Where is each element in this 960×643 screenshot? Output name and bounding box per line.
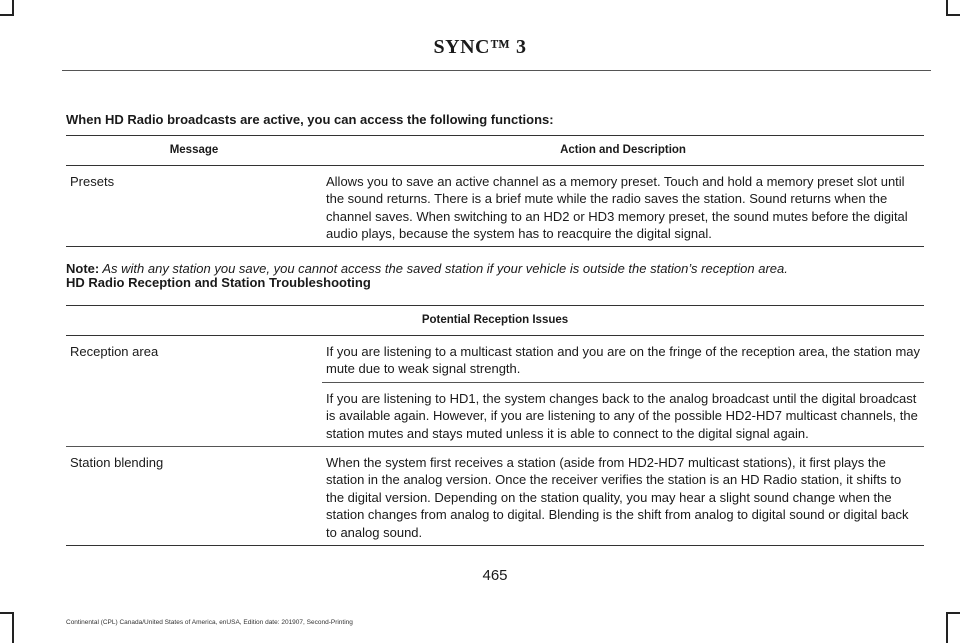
page-number: 465 <box>482 567 508 584</box>
description-cell: If you are listening to HD1, the system changes back to the analog broadcast until the digital broadcast is available again. However, if you are listening to any of the possible HD2-HD7 multicast channels, the station mutes and stays muted unless it is able to connect to the digital signal again. <box>322 382 924 446</box>
crop-mark <box>12 612 14 643</box>
column-header-action: Action and Description <box>322 136 924 166</box>
note <box>66 261 788 276</box>
description-group <box>322 335 924 446</box>
table-row <box>66 446 924 545</box>
section-heading: HD Radio Reception and Station Troubleshooting <box>66 275 371 290</box>
description-cell: If you are listening to a multicast station and you are on the fringe of the reception area, the station may mute due to weak signal strength. <box>326 343 921 377</box>
issue-cell: Reception area <box>66 335 322 446</box>
table-row <box>66 165 924 246</box>
intro-text: When HD Radio broadcasts are active, you can access the following functions: <box>66 112 554 127</box>
reception-issues-table <box>66 305 924 546</box>
page-header-title: SYNC™ 3 <box>433 36 527 58</box>
description-cell: When the system first receives a station (aside from HD2-HD7 multicast stations), it first plays the station in the analog version. Once the receiver verifies the station is an HD Radio station, it shifts to the digital version. Depending on the station quality, you may hear a slight sound change when the station changes from analog to digital. Blending is the shift from analog to digital sound or digital back to analog sound. <box>322 446 924 545</box>
crop-mark <box>946 0 948 16</box>
table-header-row <box>66 306 924 336</box>
note-text: As with any station you save, you cannot access the saved station if your vehicle is outside the station’s reception area. <box>99 261 788 276</box>
functions-table <box>66 135 924 247</box>
message-cell: Presets <box>70 173 115 189</box>
column-header-message: Message <box>66 136 322 166</box>
crop-mark <box>0 14 12 16</box>
note-label: Note: <box>66 261 100 276</box>
table-header-row <box>66 136 924 166</box>
crop-mark <box>948 14 960 16</box>
table-row <box>66 335 924 446</box>
crop-mark <box>12 0 14 16</box>
crop-mark <box>0 612 12 614</box>
description-cell: Allows you to save an active channel as a memory preset. Touch and hold a memory preset slot until the sound returns. There is a brief mute while the radio saves the station. Sound returns when the channel saves. When switching to an HD2 or HD3 memory preset, the sound mutes before the digital audio plays, because the system has to reacquire the digital signal. <box>326 173 908 242</box>
column-header-reception-issues: Potential Reception Issues <box>66 306 924 336</box>
crop-mark <box>948 612 960 614</box>
issue-cell: Station blending <box>66 446 322 545</box>
footer-text: Continental (CPL) Canada/United States of America, enUSA, Edition date: 201907, Second-Printing <box>66 619 353 626</box>
crop-mark <box>946 612 948 643</box>
header-rule <box>62 70 931 71</box>
